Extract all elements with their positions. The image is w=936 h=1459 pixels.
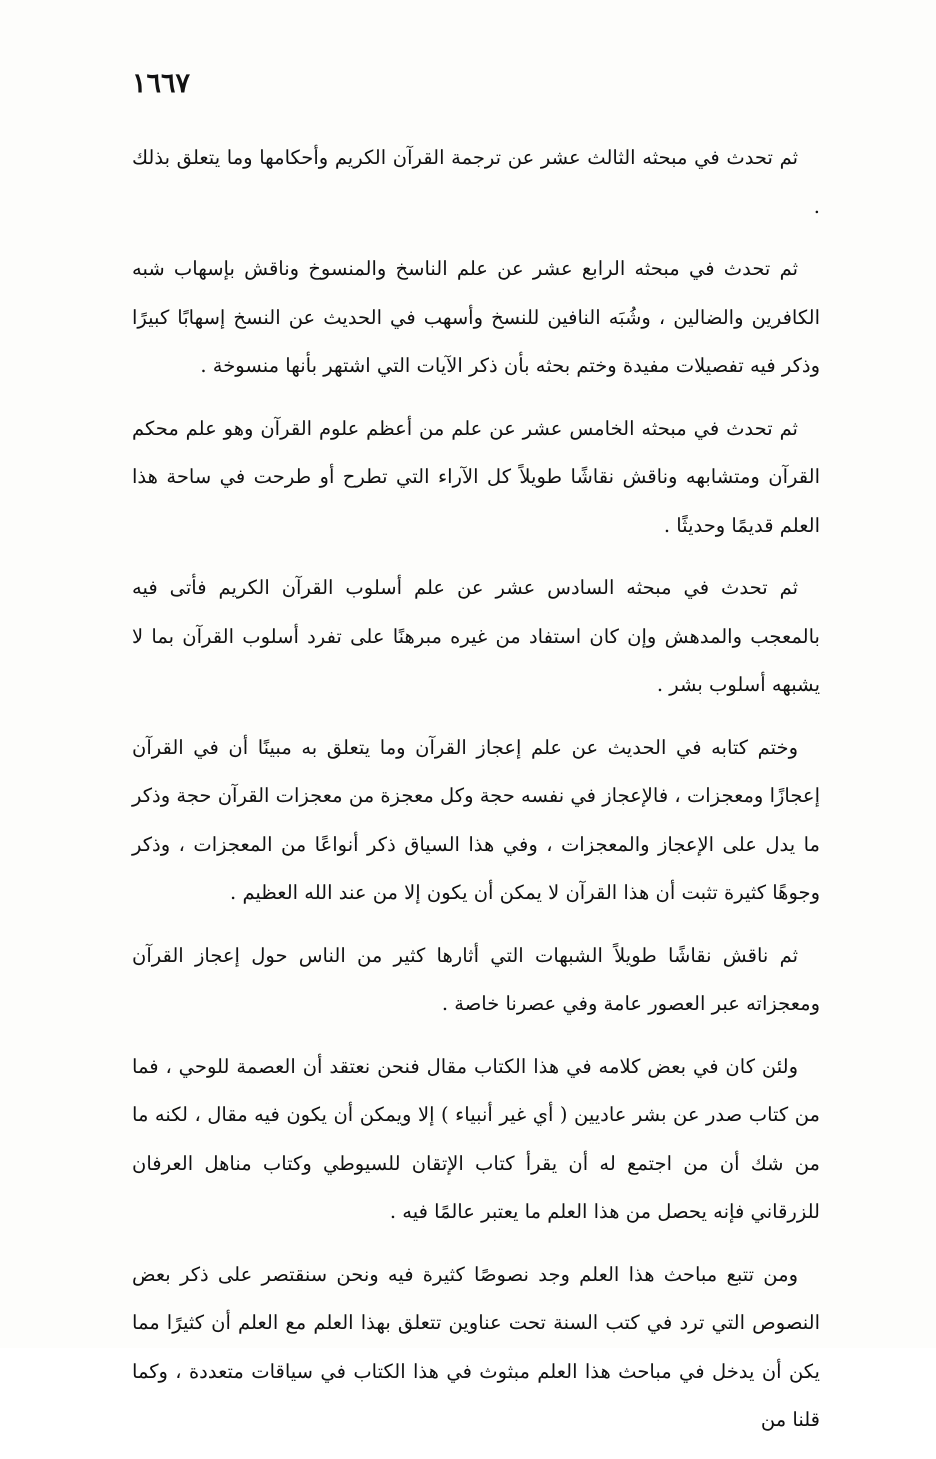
paragraph: ثم ناقش نقاشًا طويلاً الشبهات التي أثارها كثير من الناس حول إعجاز القرآن ومعجزاته عبر العصور عامة وفي عصرنا خاصة . <box>132 943 820 1015</box>
paragraph: ثم تحدث في مبحثه السادس عشر عن علم أسلوب القرآن الكريم فأتى فيه بالمعجب والمدهش وإن كان استفاد من غيره مبرهنًا على تفرد أسلوب القرآن بما لا يشبهه أسلوب بشر . <box>132 576 820 696</box>
body-text <box>132 134 820 1459</box>
paragraph: وختم كتابه في الحديث عن علم إعجاز القرآن وما يتعلق به مبينًا أن في القرآن إعجازًا ومعجزات ، فالإعجاز في نفسه حجة وكل معجزة من معجزات القرآن حجة وذكر ما يدل على الإعجاز والمعجزات ، وفي هذا السياق ذكر أنواعًا من المعجزات ، وذكر وجوهًا كثيرة تثبت أن هذا القرآن لا يمكن أن يكون إلا من عند الله العظيم . <box>132 735 820 904</box>
paragraph: ثم تحدث في مبحثه الثالث عشر عن ترجمة القرآن الكريم وأحكامها وما يتعلق بذلك . <box>132 146 820 218</box>
page-number: ١٦٦٧ <box>132 68 191 99</box>
paragraph: ثم تحدث في مبحثه الخامس عشر عن علم من أعظم علوم القرآن وهو علم محكم القرآن ومتشابهه وناقش نقاشًا طويلاً كل الآراء التي تطرح أو طرحت في ساحة هذا العلم قديمًا وحديثًا . <box>132 416 820 537</box>
paragraph: ولئن كان في بعض كلامه في هذا الكتاب مقال فنحن نعتقد أن العصمة للوحي ، فما من كتاب صدر عن بشر عاديين ( أي غير أنبياء ) إلا ويمكن أن يكون فيه مقال ، لكنه ما من شك أن من اجتمع له أن يقرأ كتاب الإتقان للسيوطي وكتاب مناهل العرفان للزرقاني فإنه يحصل من هذا العلم ما يعتبر عالمًا فيه . <box>132 1054 820 1223</box>
paragraph: ثم تحدث في مبحثه الرابع عشر عن علم الناسخ والمنسوخ وناقش بإسهاب شبه الكافرين والضالين ، وشُبَه النافين للنسخ وأسهب في الحديث عن النسخ إسهابًا كبيرًا وذكر فيه تفصيلات مفيدة وختم بحثه بأن ذكر الآيات التي اشتهر بأنها منسوخة . <box>132 257 820 377</box>
paragraph: ومن تتبع مباحث هذا العلم وجد نصوصًا كثيرة فيه ونحن سنقتصر على ذكر بعض النصوص التي ترد في كتب السنة تحت عناوين تتعلق بهذا العلم مع العلم أن كثيرًا مما يكن أن يدخل في مباحث هذا العلم مبثوث في هذا الكتاب في سياقات متعددة ، وكما قلنا من <box>132 1262 820 1431</box>
